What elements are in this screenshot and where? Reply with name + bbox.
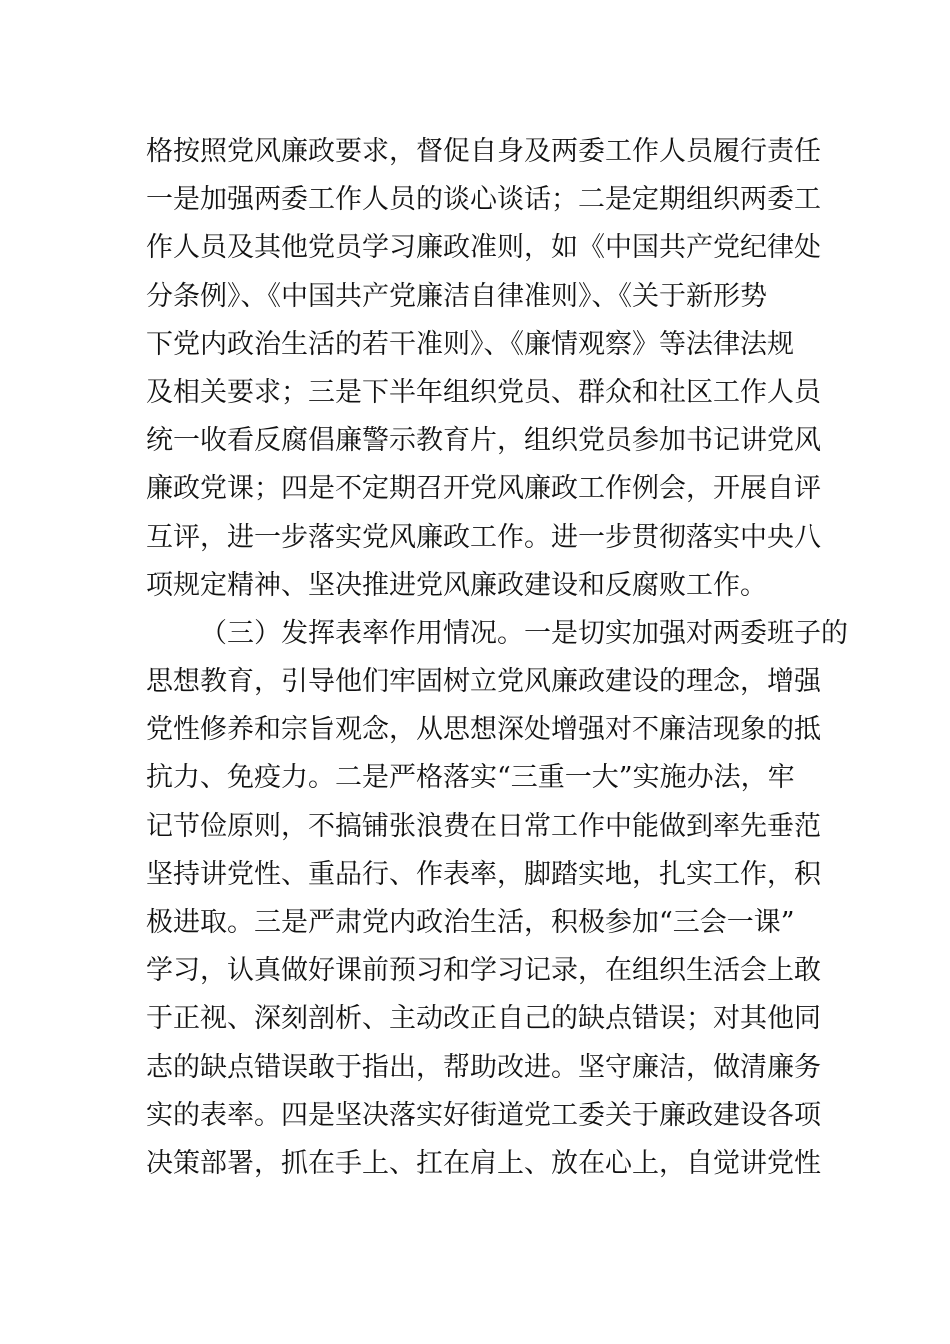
text-line: 于正视、深刻剖析、主动改正自己的缺点错误；对其他同 [146, 1003, 821, 1035]
text-line: 格按照党风廉政要求，督促自身及两委工作人员履行责任 [146, 136, 821, 167]
text-line: 项规定精神、坚决推进党风廉政建设和反腐败工作。 [146, 569, 767, 601]
text-line: 实的表率。四是坚决落实好街道党工委关于廉政建设各项 [146, 1099, 821, 1131]
text-line: 坚持讲党性、重品行、作表率，脚踏实地，扎实工作，积 [146, 858, 821, 890]
text-line: 志的缺点错误敢于指出，帮助改进。坚守廉洁，做清廉务 [146, 1051, 821, 1083]
text-line: 极进取。三是严肃党内政治生活，积极参加“三会一课” [146, 907, 795, 938]
text-line: 思想教育，引导他们牢固树立党风廉政建设的理念，增强 [146, 666, 821, 698]
text-line: 廉政党课；四是不定期召开党风廉政工作例会，开展自评 [146, 473, 821, 505]
text-line: 下党内政治生活的若干准则》、《廉情观察》等法律法规 [146, 328, 794, 360]
text-line: 决策部署，抓在手上、扛在肩上、放在心上，自觉讲党性 [146, 1147, 821, 1179]
text-line: 记节俭原则，不搞铺张浪费在日常工作中能做到率先垂范 [146, 810, 821, 842]
text-line: 一是加强两委工作人员的谈心谈话；二是定期组织两委工 [146, 184, 821, 216]
text-line: 学习，认真做好课前预习和学习记录，在组织生活会上敢 [146, 955, 821, 987]
text-line: 互评，进一步落实党风廉政工作。进一步贯彻落实中央八 [146, 521, 821, 553]
section-heading-line: （三）发挥表率作用情况。一是切实加强对两委班子的 [200, 617, 848, 649]
text-line: 党性修养和宗旨观念，从思想深处增强对不廉洁现象的抵 [146, 714, 821, 746]
text-line: 分条例》、《中国共产党廉洁自律准则》、《关于新形势 [146, 280, 767, 312]
text-line: 及相关要求；三是下半年组织党员、群众和社区工作人员 [146, 376, 821, 408]
text-line: 统一收看反腐倡廉警示教育片，组织党员参加书记讲党风 [146, 425, 821, 457]
text-line: 抗力、免疫力。二是严格落实“三重一大”实施办法，牢 [146, 762, 795, 794]
text-line: 作人员及其他党员学习廉政准则，如《中国共产党纪律处 [146, 232, 821, 264]
body-text [146, 128, 848, 1188]
